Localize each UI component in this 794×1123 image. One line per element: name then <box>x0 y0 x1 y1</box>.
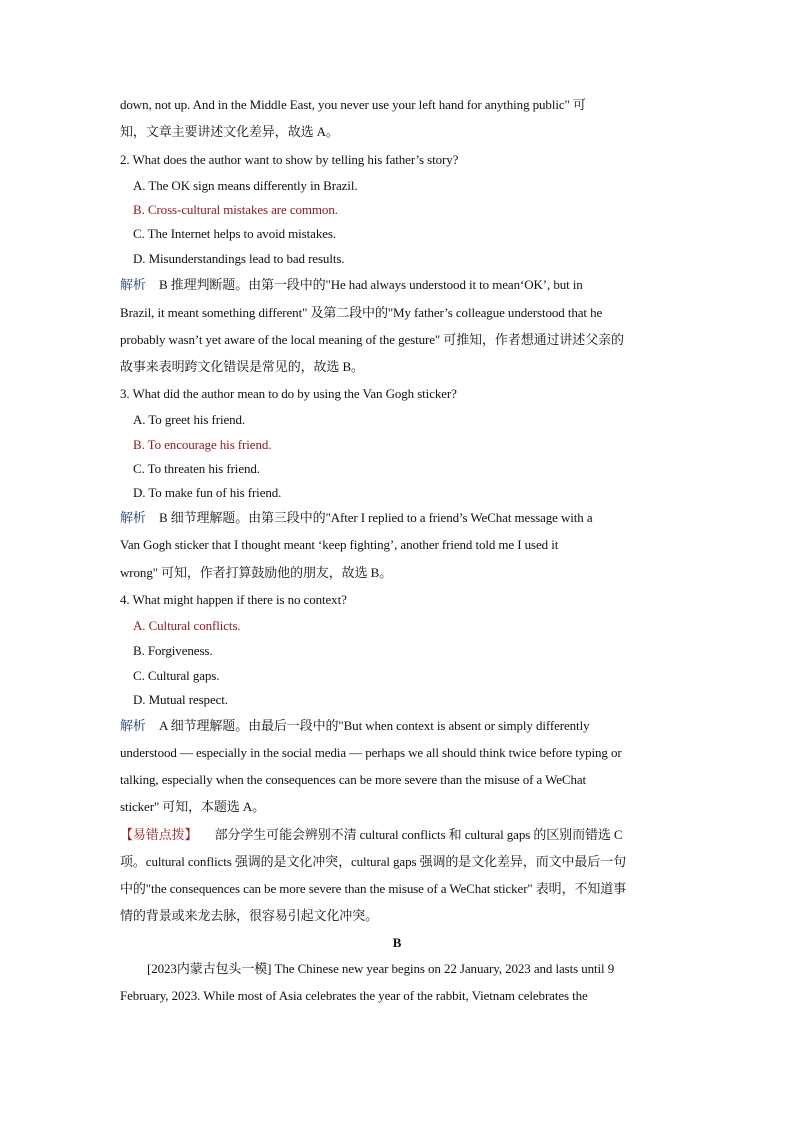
question-2: 2. What does the author want to show by telling his father’s story? <box>120 152 459 167</box>
section-heading: B <box>392 935 402 950</box>
analysis-line <box>120 277 680 293</box>
text-line: 中的"the consequences can be more severe than the misuse of a WeChat sticker" 表明，不知道事 <box>120 881 627 896</box>
option-d: D. Misunderstandings lead to bad results. <box>133 251 345 266</box>
option-a: A. The OK sign means differently in Brazil. <box>133 178 358 193</box>
analysis-label: 解析 <box>120 277 146 292</box>
analysis-text: B 细节理解题。由第三段中的"After I replied to a friend’s WeChat message with a <box>158 510 593 525</box>
text-line: talking, especially when the consequences can be more severe than the misuse of a WeChat <box>120 772 587 787</box>
analysis-line <box>120 510 680 526</box>
question-3: 3. What did the author mean to do by using the Van Gogh sticker? <box>120 386 457 401</box>
option-d: D. To make fun of his friend. <box>133 485 282 500</box>
analysis-label: 解析 <box>120 510 146 525</box>
text-line: 故事来表明跨文化错误是常见的，故选 B。 <box>120 359 364 374</box>
error-tip-text: 部分学生可能会辨别不清 cultural conflicts 和 cultural gaps 的区别而错选 C <box>214 827 623 842</box>
text-line: Brazil, it meant something different" 及第二段中的"My father’s colleague understood that he <box>120 305 603 320</box>
text-line: down, not up. And in the Middle East, you never use your left hand for anything public" 可 <box>120 97 586 112</box>
passage-line: [2023内蒙古包头一模] The Chinese new year begins on 22 January, 2023 and lasts until 9 <box>147 961 615 976</box>
analysis-text: B 推理判断题。由第一段中的"He had always understood it to mean‘OK’, but in <box>158 277 583 292</box>
option-c: C. The Internet helps to avoid mistakes. <box>133 226 336 241</box>
analysis-label: 解析 <box>120 718 146 733</box>
option-a-answer: A. Cultural conflicts. <box>133 618 241 633</box>
text-line: Van Gogh sticker that I thought meant ‘keep fighting’, another friend told me I used it <box>120 537 559 552</box>
error-tip-label: 【易错点拨】 <box>120 827 198 842</box>
option-b-answer: B. To encourage his friend. <box>133 437 272 452</box>
question-4: 4. What might happen if there is no context? <box>120 592 347 607</box>
option-b-answer: B. Cross-cultural mistakes are common. <box>133 202 338 217</box>
text-line: 项。cultural conflicts 强调的是文化冲突，cultural gaps 强调的是文化差异，而文中最后一句 <box>120 854 627 869</box>
option-d: D. Mutual respect. <box>133 692 228 707</box>
text-line: 情的背景或来龙去脉，很容易引起文化冲突。 <box>120 908 379 923</box>
option-c: C. Cultural gaps. <box>133 668 220 683</box>
text-line: understood — especially in the social media — perhaps we all should think twice before typing or <box>120 745 622 760</box>
option-c: C. To threaten his friend. <box>133 461 260 476</box>
option-b: B. Forgiveness. <box>133 643 213 658</box>
error-tip-line <box>120 827 680 843</box>
text-line: sticker" 可知，本题选 A。 <box>120 799 266 814</box>
text-line: wrong" 可知，作者打算鼓励他的朋友，故选 B。 <box>120 565 393 580</box>
option-a: A. To greet his friend. <box>133 412 246 427</box>
analysis-line <box>120 718 680 734</box>
text-line: 知，文章主要讲述文化差异，故选 A。 <box>120 124 339 139</box>
analysis-text: A 细节理解题。由最后一段中的"But when context is absent or simply differently <box>158 718 590 733</box>
passage-line: February, 2023. While most of Asia celebrates the year of the rabbit, Vietnam celebrates the <box>120 988 588 1003</box>
text-line: probably wasn’t yet aware of the local meaning of the gesture" 可推知，作者想通过讲述父亲的 <box>120 332 624 347</box>
